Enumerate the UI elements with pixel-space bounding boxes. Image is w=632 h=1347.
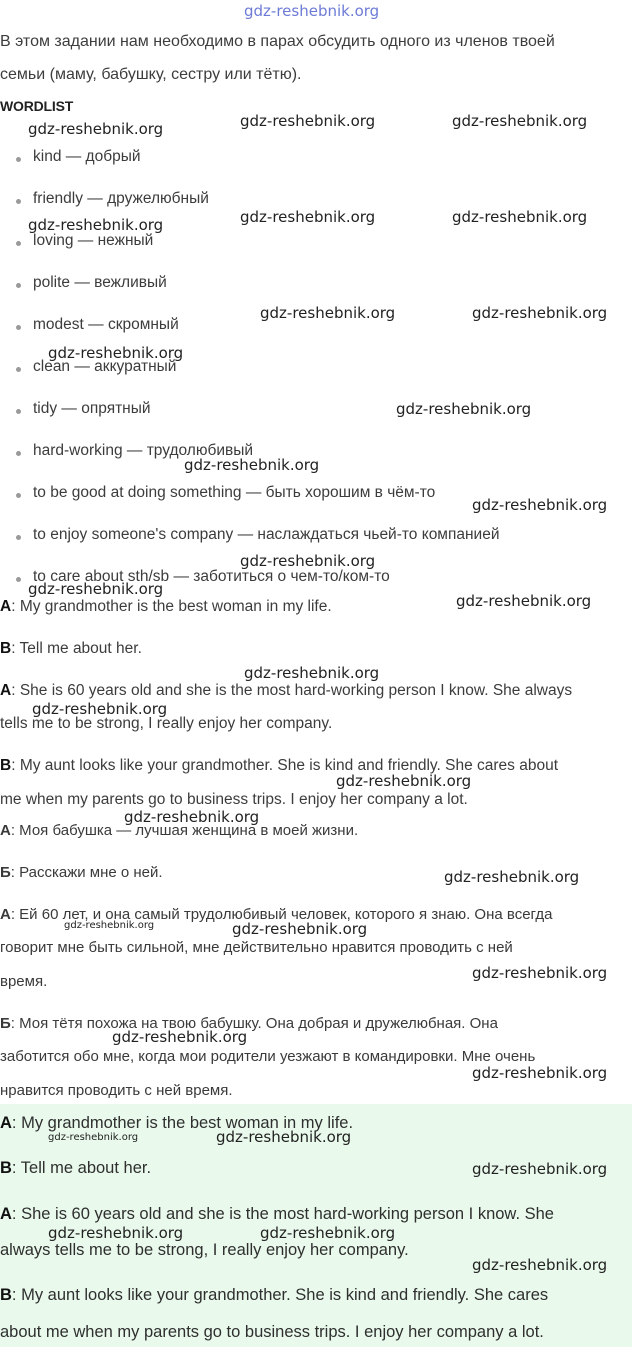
- bullet-icon: [16, 157, 21, 162]
- watermark: gdz-reshebnik.org: [112, 1028, 248, 1046]
- watermark: gdz-reshebnik.org: [232, 920, 368, 938]
- word-item: friendly — дружелюбный: [33, 190, 209, 207]
- speaker-label: A: [0, 1205, 12, 1223]
- speaker-label: А: [0, 822, 11, 839]
- dialogue-text: : My grandmother is the best woman in my life.: [11, 1114, 354, 1132]
- highlight-dialogue-a2: [0, 1205, 554, 1224]
- watermark: gdz-reshebnik.org: [260, 1224, 396, 1242]
- dialogue-ru-b1: [0, 864, 163, 881]
- word-item: polite — вежливый: [33, 274, 167, 291]
- highlight-dialogue-b2-cont: about me when my parents go to business trips. I enjoy her company a lot.: [0, 1323, 544, 1341]
- bullet-icon: [16, 241, 21, 246]
- bullet-icon: [16, 493, 21, 498]
- speaker-label: Б: [0, 864, 11, 881]
- intro-line-2: семьи (маму, бабушку, сестру или тётю).: [0, 66, 302, 83]
- speaker-label: А: [0, 906, 11, 923]
- watermark: gdz-reshebnik.org: [28, 216, 164, 234]
- watermark: gdz-reshebnik.org: [184, 456, 320, 474]
- speaker-label: Б: [0, 1015, 11, 1032]
- watermark: gdz-reshebnik.org: [240, 552, 376, 570]
- speaker-label: B: [0, 757, 12, 774]
- dialogue-text: : My grandmother is the best woman in my life.: [11, 598, 332, 615]
- watermark: gdz-reshebnik.org: [28, 580, 164, 598]
- watermark: gdz-reshebnik.org: [456, 592, 592, 610]
- dialogue-text: : Tell me about her.: [11, 640, 142, 657]
- bullet-icon: [16, 451, 21, 456]
- dialogue-text: : Tell me about her.: [11, 1159, 152, 1177]
- speaker-label: B: [0, 640, 12, 657]
- dialogue-text: : Моя бабушка — лучшая женщина в моей жизни.: [10, 822, 359, 839]
- bullet-icon: [16, 535, 21, 540]
- word-item: hard-working — трудолюбивый: [33, 442, 254, 459]
- dialogue-ru-b2: [0, 1015, 498, 1032]
- dialogue-text: : Моя тётя похожа на твою бабушку. Она добрая и дружелюбная. Она: [10, 1015, 498, 1032]
- watermark: gdz-reshebnik.org: [472, 496, 608, 514]
- watermark-top: gdz-reshebnik.org: [244, 2, 380, 20]
- dialogue-text: : Ей 60 лет, и она самый трудолюбивый человек, которого я знаю. Она всегда: [10, 906, 553, 923]
- watermark: gdz-reshebnik.org: [216, 1128, 352, 1146]
- bullet-icon: [16, 409, 21, 414]
- dialogue-text: : Расскажи мне о ней.: [10, 864, 163, 881]
- watermark: gdz-reshebnik.org: [240, 208, 376, 226]
- watermark: gdz-reshebnik.org: [64, 920, 155, 931]
- watermark: gdz-reshebnik.org: [124, 808, 260, 826]
- bullet-icon: [16, 199, 21, 204]
- word-item: clean — аккуратный: [33, 358, 177, 375]
- watermark: gdz-reshebnik.org: [48, 1224, 184, 1242]
- word-item: kind — добрый: [33, 148, 141, 165]
- dialogue-ru-a2-cont2: время.: [0, 973, 48, 990]
- watermark: gdz-reshebnik.org: [28, 120, 164, 138]
- intro-line-1: В этом задании нам необходимо в парах обсудить одного из членов твоей: [0, 33, 555, 50]
- wordlist-title: WORDLIST: [0, 98, 74, 114]
- dialogue-en-a2: [0, 682, 572, 700]
- dialogue-text: : She is 60 years old and she is the most hard-working person I know. She: [11, 1205, 554, 1223]
- watermark: gdz-reshebnik.org: [452, 112, 588, 130]
- watermark: gdz-reshebnik.org: [240, 112, 376, 130]
- watermark: gdz-reshebnik.org: [32, 700, 168, 718]
- dialogue-en-b2: [0, 757, 558, 775]
- dialogue-en-b1: [0, 640, 142, 658]
- dialogue-text: : My aunt looks like your grandmother. She is kind and friendly. She cares about: [11, 757, 559, 774]
- dialogue-ru-b2-cont: заботится обо мне, когда мои родители уезжают в командировки. Мне очень: [0, 1048, 536, 1065]
- watermark: gdz-reshebnik.org: [48, 1132, 139, 1143]
- word-item: to care about sth/sb — заботиться о чем-то/ком-то: [33, 568, 390, 585]
- speaker-label: B: [0, 1159, 12, 1177]
- watermark: gdz-reshebnik.org: [472, 1256, 608, 1274]
- watermark: gdz-reshebnik.org: [336, 772, 472, 790]
- watermark: gdz-reshebnik.org: [452, 208, 588, 226]
- bullet-icon: [16, 325, 21, 330]
- dialogue-text: : My aunt looks like your grandmother. She is kind and friendly. She cares: [11, 1286, 549, 1304]
- dialogue-en-b2-cont: me when my parents go to business trips. I enjoy her company a lot.: [0, 791, 468, 808]
- watermark: gdz-reshebnik.org: [472, 964, 608, 982]
- dialogue-en-a2-cont: tells me to be strong, I really enjoy her company.: [0, 715, 333, 732]
- word-item: to enjoy someone's company — наслаждаться чьей-то компанией: [33, 526, 500, 543]
- watermark: gdz-reshebnik.org: [396, 400, 532, 418]
- bullet-icon: [16, 367, 21, 372]
- speaker-label: A: [0, 1114, 12, 1132]
- speaker-label: A: [0, 682, 12, 699]
- speaker-label: B: [0, 1286, 12, 1304]
- watermark: gdz-reshebnik.org: [48, 344, 184, 362]
- watermark: gdz-reshebnik.org: [472, 1064, 608, 1082]
- word-item: loving — нежный: [33, 232, 154, 249]
- dialogue-ru-a2-cont: говорит мне быть сильной, мне действительно нравится проводить с ней: [0, 939, 513, 956]
- dialogue-text: : She is 60 years old and she is the most hard-working person I know. She always: [11, 682, 573, 699]
- watermark: gdz-reshebnik.org: [244, 664, 380, 682]
- watermark: gdz-reshebnik.org: [444, 868, 580, 886]
- highlight-dialogue-b1: [0, 1159, 151, 1178]
- watermark: gdz-reshebnik.org: [260, 304, 396, 322]
- watermark: gdz-reshebnik.org: [472, 304, 608, 322]
- dialogue-ru-b2-cont2: нравится проводить с ней время.: [0, 1082, 233, 1099]
- dialogue-en-a1: [0, 598, 332, 616]
- word-item: to be good at doing something — быть хорошим в чём-то: [33, 484, 436, 501]
- bullet-icon: [16, 577, 21, 582]
- word-item: tidy — опрятный: [33, 400, 151, 417]
- highlight-dialogue-b2: [0, 1286, 548, 1305]
- word-item: modest — скромный: [33, 316, 179, 333]
- speaker-label: A: [0, 598, 12, 615]
- highlight-dialogue-a2-cont: always tells me to be strong, I really enjoy her company.: [0, 1241, 409, 1259]
- watermark: gdz-reshebnik.org: [472, 1160, 608, 1178]
- bullet-icon: [16, 283, 21, 288]
